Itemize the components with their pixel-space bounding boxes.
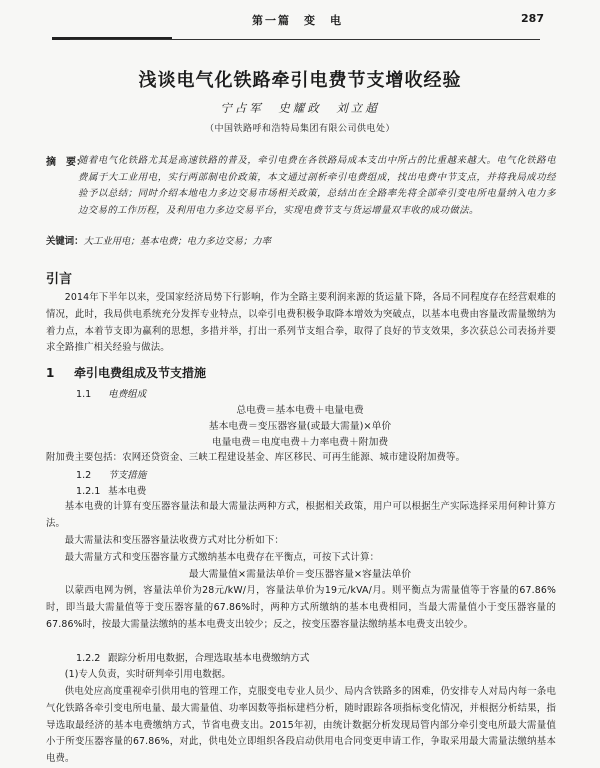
keywords-label: 关键词：: [46, 236, 84, 247]
formula-balance-point: 最大需量值×需量法单价＝变压器容量×容量法单价: [188, 569, 412, 580]
basic-fee-paragraph: 基本电费的计算有变压器容量法和最大需量法两种方式，根据相关政策，用户可以根据生产实际选择采用何种计算方法。: [46, 501, 556, 529]
subsection-1-2-heading: [76, 467, 146, 481]
section-1-heading: [46, 364, 206, 381]
section-1-title: 牵引电费组成及节支措施: [74, 366, 207, 380]
keywords-text: 大工业用电；基本电费；电力多边交易；力率: [83, 236, 272, 247]
formula-total-fee: 总电费＝基本电费＋电量电费: [236, 405, 364, 416]
subsection-1-2-2-title: 跟踪分析用电数据，合理选取基本电费缴纳方式: [108, 653, 310, 664]
subsection-1-2-title: 节支措施: [108, 470, 147, 481]
intro-heading: 引言: [46, 272, 73, 287]
subsection-1-2-2-heading: [76, 650, 309, 664]
section-1-number: 1: [46, 366, 55, 380]
paper-title: 浅谈电气化铁路牵引电费节支增收经验: [138, 70, 462, 91]
list-item-1-body: 供电处应高度重视牵引供用电的管理工作，克服变电专业人员少、局内含铁路多的困难，仍安排专人对局内每一条电气化铁路各牵引变电所电量、最大需量值、功率因数等指标建档分析，随时跟踪各项指标变化情况，并根据分析结果，指导选取最经济的基本电费缴纳方式，节省电费支出。2015年初，由统计数据分析发现局管内部分牵引变电所最大需量值小于所变压器容量的67.86%，对此，供电处立即组织各段启动供用电合同变更申请工作，争取采用最大需量法缴纳基本电费。: [46, 686, 556, 765]
subsection-1-2-2-number: 1.2.2: [76, 653, 101, 664]
subsection-1-2-number: 1.2: [76, 470, 92, 481]
header-rule: [70, 39, 540, 40]
subsection-1-2-1-heading: [76, 483, 146, 497]
authors: 宁占军 史耀政 刘立超: [220, 101, 380, 115]
subsection-1-2-1-number: 1.2.1: [76, 486, 101, 497]
surcharge-paragraph: 附加费主要包括：农网还贷资金、三峡工程建设基金、库区移民、可再生能源、城市建设附加费等。: [46, 452, 466, 463]
example-paragraph: 以蒙西电网为例，容量法单价为28元/kW/月，容量法单价为19元/kVA/月。则平衡点为需量值等于容量的67.86%时，即当最大需量值等于变压器容量的67.86%时，两种方式所缴纳的基本电费相同，当最大需量值小于变压器容量的67.86%时，按最大需量法缴纳的基本电费支出较少；反之，按变压器容量法缴纳基本电费支出较少。: [46, 585, 556, 630]
abstract-label: 摘 要：: [46, 157, 86, 168]
subsection-1-1-heading: [76, 386, 146, 400]
keywords: [46, 233, 271, 247]
affiliation: （中国铁路呼和浩特局集团有限公司供电处）: [204, 124, 395, 134]
balance-point-paragraph: 最大需量方式和变压器容量方式缴纳基本电费存在平衡点，可按下式计算：: [64, 552, 380, 563]
subsection-1-2-1-title: 基本电费: [108, 486, 147, 497]
intro-paragraph: 2014年下半年以来，受国家经济局势下行影响，作为全路主要利润来源的货运量下降，各局不同程度存在经营艰难的情况，此时，我局供电系统充分发挥专业特点，以牵引电费积极争取降本增效为突破点，以基本电费由容量改需量缴纳为着力点，本着节支即为赢利的思想，多措并举，打出一系列节支组合拳，取得了良好的节支效果，多次获总公司表扬并要求全路推广相关经验与做法。: [46, 292, 556, 354]
running-head-section: 第一篇 变 电: [252, 14, 343, 27]
subsection-1-1-title: 电费组成: [108, 389, 147, 400]
abstract-text: 随着电气化铁路尤其是高速铁路的普及，牵引电费在各铁路局成本支出中所占的比重越来越大。电气化铁路电费属于大工业用电，实行两部制电价政策，本文通过剖析牵引电费组成，找出电费中节支点，并将我局成功经验予以总结；同时介绍本地电力多边交易市场相关政策，总结出在全路率先将全部牵引变电所电量纳入电力多边交易的工作历程，及利用电力多边交易平台，实现电费节支与货运增量双丰收的成功做法。: [78, 155, 556, 216]
subsection-1-1-number: 1.1: [76, 389, 92, 400]
formula-energy-fee: 电量电费＝电度电费＋力率电费＋附加费: [211, 437, 389, 448]
list-item-1: (1)专人负责，实时研判牵引用电数据。: [64, 669, 231, 680]
running-head: [0, 12, 600, 34]
comparison-paragraph: 最大需量法和变压器容量法收费方式对比分析如下：: [64, 535, 284, 546]
formula-basic-fee: 基本电费＝变压器容量(或最大需量)×单价: [208, 421, 392, 432]
page-number: 287: [521, 12, 544, 25]
